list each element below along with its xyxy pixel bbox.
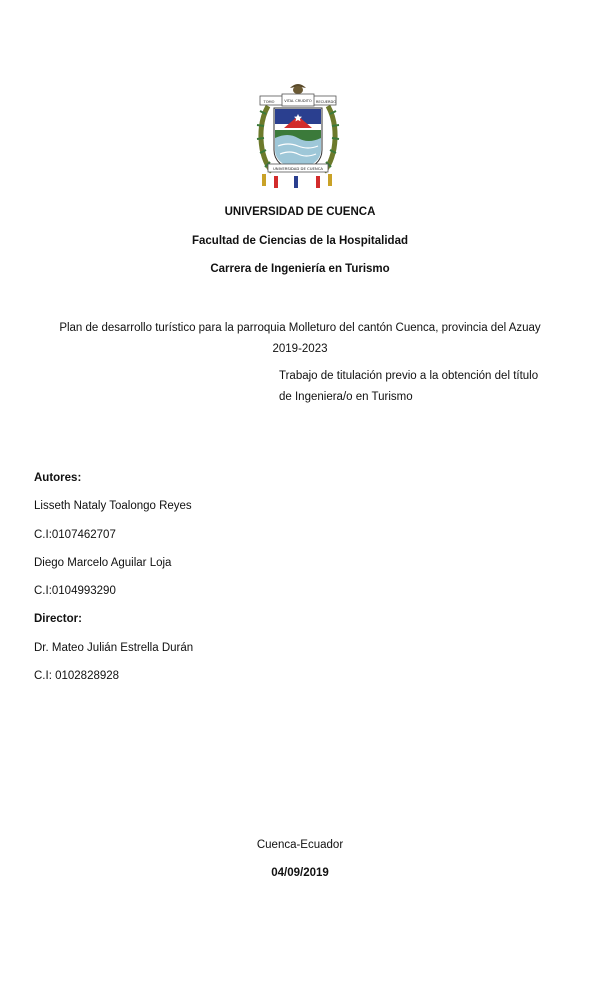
date: 04/09/2019 xyxy=(271,867,329,879)
university-name: UNIVERSIDAD DE CUENCA xyxy=(224,206,376,218)
thesis-purpose-line1: Trabajo de titulación previo a la obtención del título xyxy=(279,370,539,382)
author2-name: Diego Marcelo Aguilar Loja xyxy=(34,557,172,569)
svg-text:RECUERDO: RECUERDO xyxy=(315,100,337,104)
university-seal-logo xyxy=(254,80,342,190)
svg-text:TOMO: TOMO xyxy=(263,100,275,104)
director-ci: C.I: 0102828928 xyxy=(34,670,120,682)
author1-ci: C.I:0107462707 xyxy=(34,529,116,541)
authors-label: Autores: xyxy=(34,472,82,484)
career-name: Carrera de Ingeniería en Turismo xyxy=(210,263,390,275)
director-name: Dr. Mateo Julián Estrella Durán xyxy=(34,642,194,654)
thesis-title-line2: 2019-2023 xyxy=(272,343,328,355)
faculty-name: Facultad de Ciencias de la Hospitalidad xyxy=(191,235,408,247)
thesis-title-line1: Plan de desarrollo turístico para la parroquia Molleturo del cantón Cuenca, provincia del Azuay xyxy=(59,322,541,334)
director-label: Director: xyxy=(34,613,82,625)
place: Cuenca-Ecuador xyxy=(256,839,344,851)
svg-text:VITAL CRUDITO: VITAL CRUDITO xyxy=(284,99,312,103)
author2-ci: C.I:0104993290 xyxy=(34,585,116,597)
author1-name: Lisseth Nataly Toalongo Reyes xyxy=(34,500,192,512)
thesis-title xyxy=(20,318,580,360)
svg-text:UNIVERSIDAD DE CUENCA: UNIVERSIDAD DE CUENCA xyxy=(273,166,323,171)
thesis-purpose xyxy=(279,366,569,408)
thesis-purpose-line2: de Ingeniera/o en Turismo xyxy=(279,391,413,403)
